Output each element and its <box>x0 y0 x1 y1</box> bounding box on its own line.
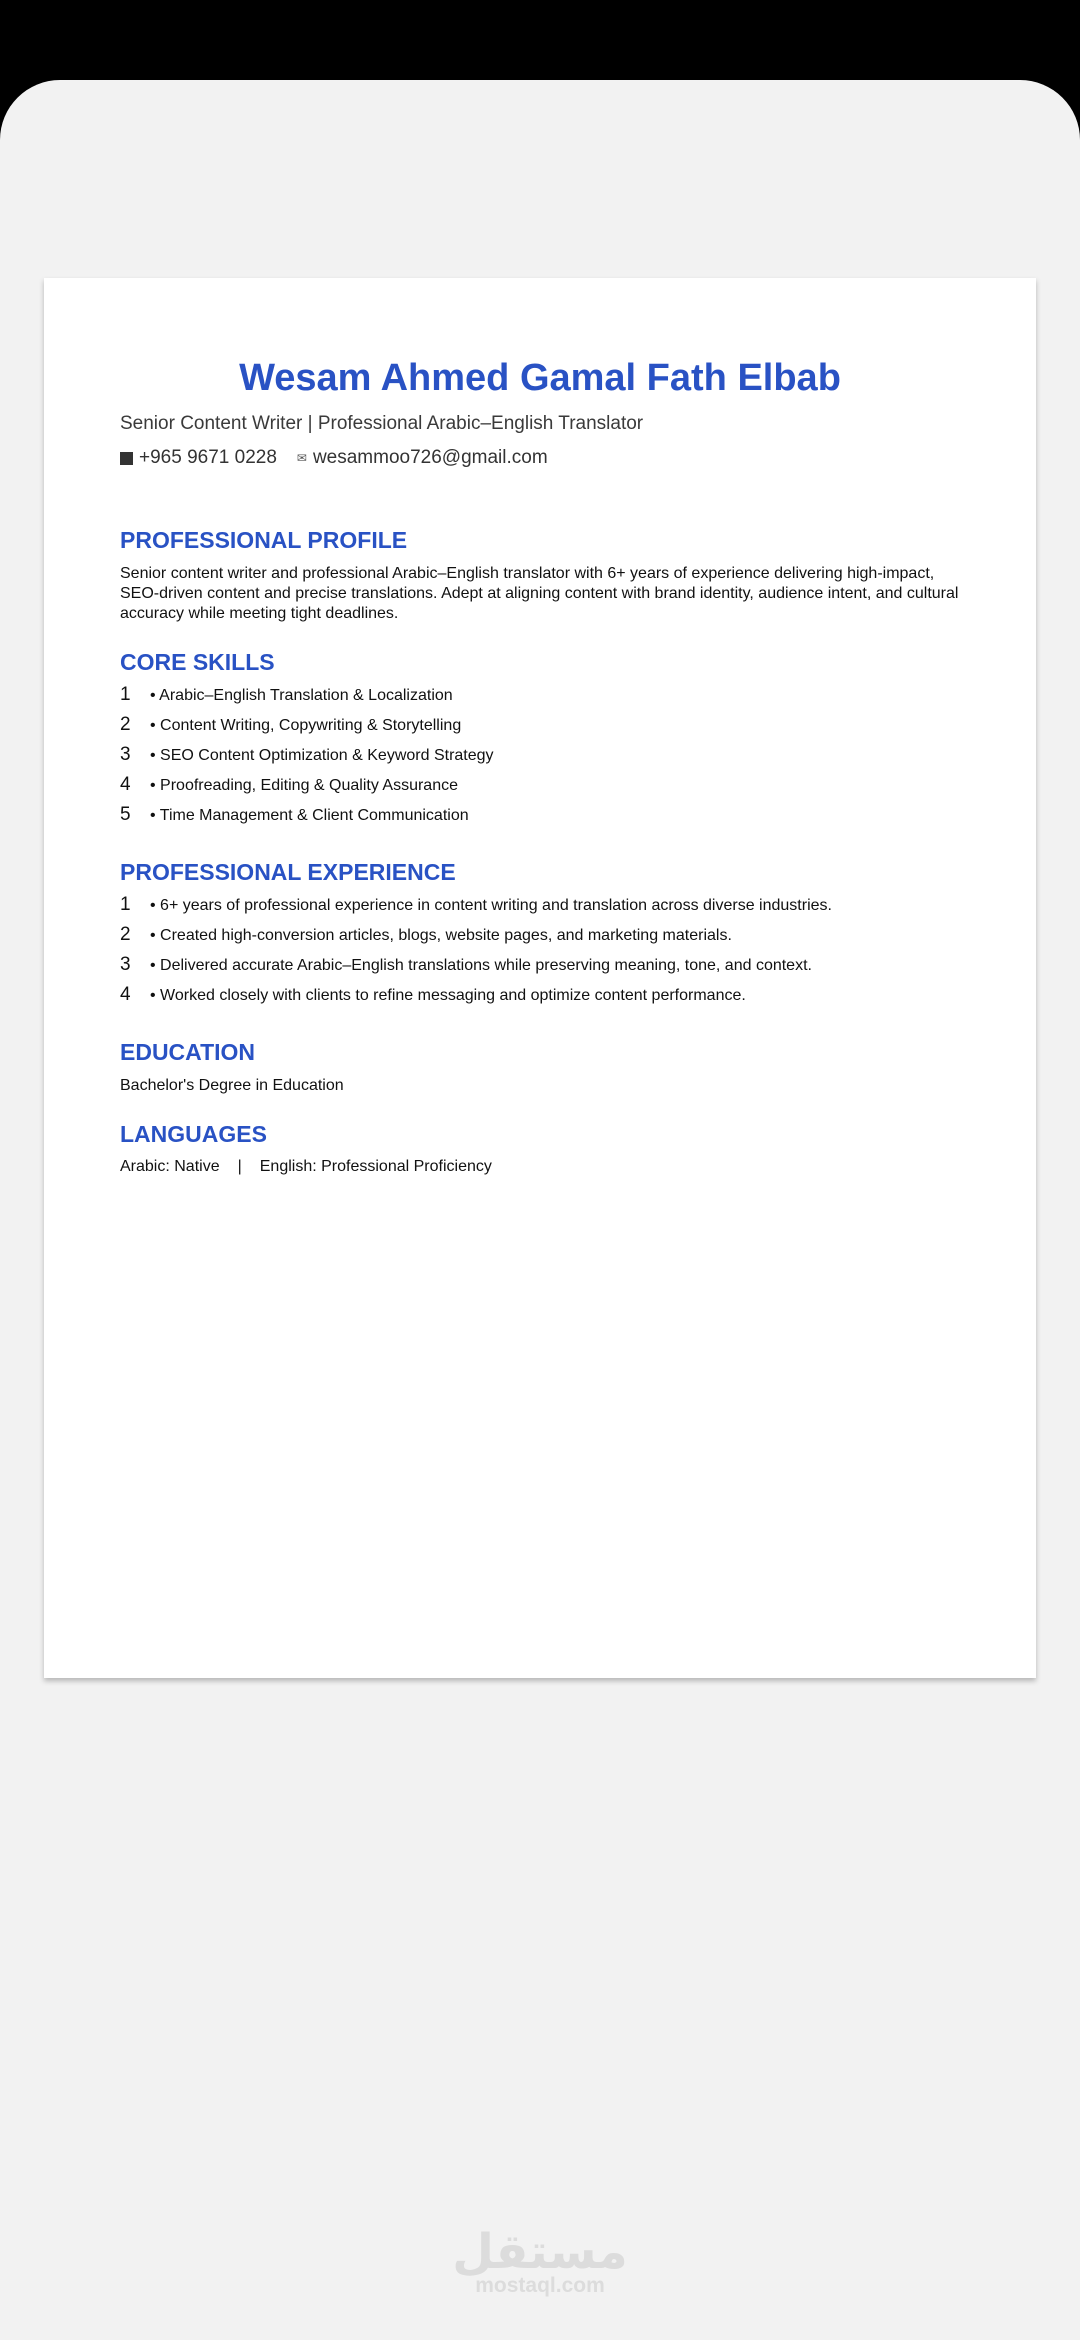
skill-item: • SEO Content Optimization & Keyword Strategy <box>150 747 494 764</box>
watermark-latin: mostaql.com <box>475 2274 605 2297</box>
list-item <box>120 744 960 774</box>
skill-item: • Proofreading, Editing & Quality Assurance <box>150 777 458 794</box>
phone-icon <box>120 452 133 465</box>
list-item <box>120 954 960 984</box>
section-title-languages: LANGUAGES <box>120 1121 267 1147</box>
list-item <box>120 894 960 924</box>
list-number: 3 <box>120 744 131 765</box>
language-separator: | <box>237 1158 242 1175</box>
resume-page <box>44 278 1036 1678</box>
resume-subtitle: Senior Content Writer | Professional Arabic–English Translator <box>120 413 644 434</box>
skill-item: • Time Management & Client Communication <box>150 807 469 824</box>
education-text: Bachelor's Degree in Education <box>120 1077 344 1094</box>
contact-email: wesammoo726@gmail.com <box>312 447 548 468</box>
list-number: 1 <box>120 684 131 705</box>
language-arabic: Arabic: Native <box>120 1158 220 1175</box>
list-number: 2 <box>120 924 131 945</box>
experience-item: • 6+ years of professional experience in content writing and translation across diverse industries. <box>150 897 832 914</box>
skill-item: • Content Writing, Copywriting & Storytelling <box>150 717 462 734</box>
contact-phone: +965 9671 0228 <box>139 447 277 468</box>
list-number: 4 <box>120 774 131 795</box>
section-title-experience: PROFESSIONAL EXPERIENCE <box>120 859 456 885</box>
list-item <box>120 684 960 714</box>
list-item <box>120 984 960 1014</box>
language-english: English: Professional Proficiency <box>259 1158 492 1175</box>
resume-content <box>120 356 960 1176</box>
section-title-profile: PROFESSIONAL PROFILE <box>120 527 408 553</box>
skills-list <box>120 684 960 834</box>
experience-list <box>120 894 960 1014</box>
section-title-education: EDUCATION <box>120 1039 256 1065</box>
section-title-skills: CORE SKILLS <box>120 649 275 675</box>
list-number: 3 <box>120 954 131 975</box>
watermark-logo <box>0 2226 1080 2298</box>
list-number: 4 <box>120 984 131 1005</box>
list-number: 1 <box>120 894 131 915</box>
experience-item: • Worked closely with clients to refine messaging and optimize content performance. <box>150 987 746 1004</box>
viewer-screen <box>0 80 1080 2340</box>
list-item <box>120 924 960 954</box>
list-number: 2 <box>120 714 131 735</box>
list-item <box>120 804 960 834</box>
list-item <box>120 774 960 804</box>
contact-line <box>120 446 960 470</box>
experience-item: • Delivered accurate Arabic–English translations while preserving meaning, tone, and context. <box>150 957 812 974</box>
envelope-icon: ✉ <box>296 451 307 465</box>
list-item <box>120 714 960 744</box>
watermark-arabic: مستقل <box>452 2224 628 2280</box>
experience-item: • Created high-conversion articles, blogs, website pages, and marketing materials. <box>150 927 732 944</box>
languages-line <box>120 1158 960 1176</box>
resume-name: Wesam Ahmed Gamal Fath Elbab <box>239 357 841 399</box>
skill-item: • Arabic–English Translation & Localization <box>150 687 453 704</box>
list-number: 5 <box>120 804 131 825</box>
profile-text: Senior content writer and professional Arabic–English translator with 6+ years of experience delivering high-impact, SEO-driven content and precise translations. Adept at aligning content with brand identity, audience intent, and cultural accuracy while meeting tight deadlines. <box>120 565 959 622</box>
